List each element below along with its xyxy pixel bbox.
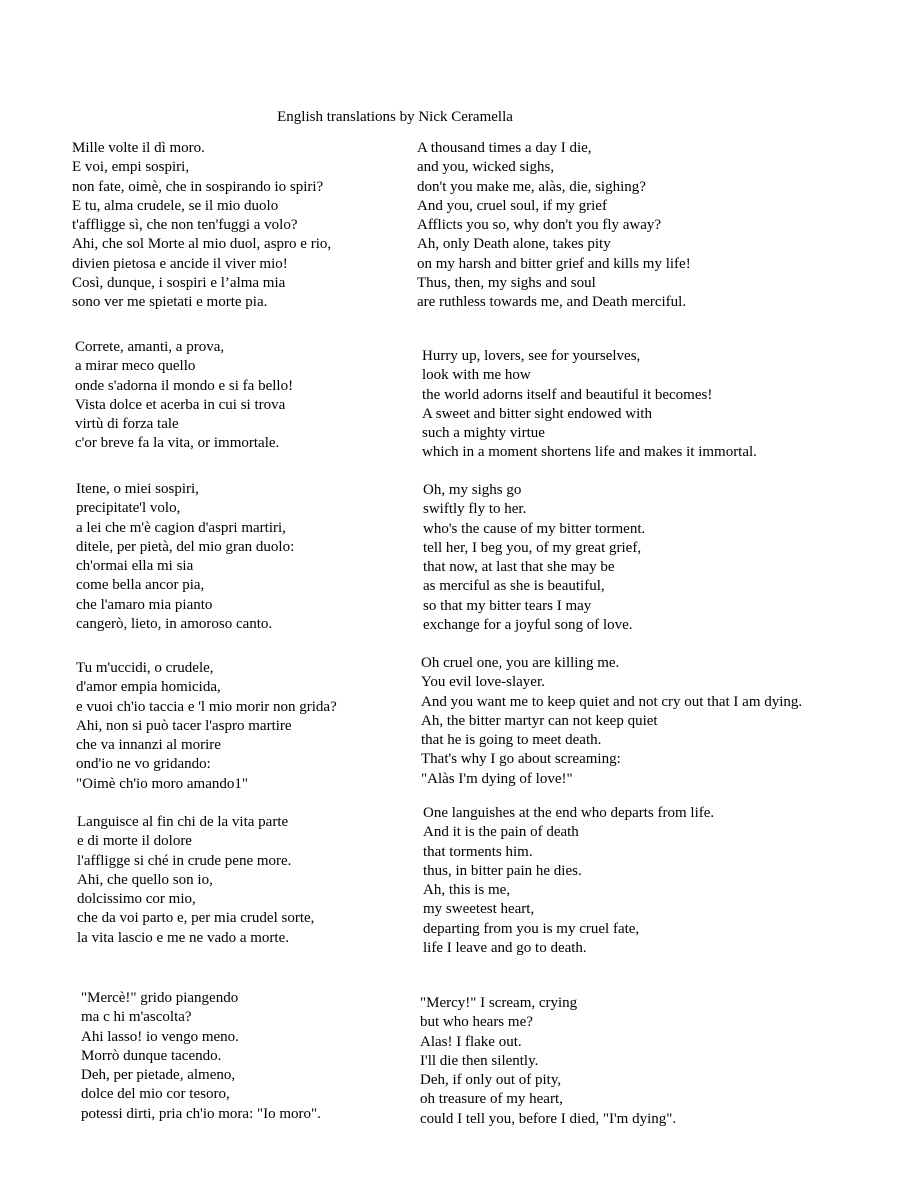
poem-line: potessi dirti, pria ch'io mora: "Io moro".	[81, 1105, 321, 1122]
english-stanza-2	[422, 347, 757, 463]
poem-line: thus, in bitter pain he dies.	[423, 862, 582, 879]
poem-line: I'll die then silently.	[420, 1052, 539, 1069]
poem-line: Ah, the bitter martyr can not keep quiet	[421, 712, 658, 729]
poem-line: precipitate'l volo,	[76, 500, 181, 517]
poem-line: That's why I go about screaming:	[421, 751, 621, 768]
poem-line: but who hears me?	[420, 1014, 533, 1031]
poem-line: Tu m'uccidi, o crudele,	[76, 660, 214, 676]
poem-line: come bella ancor pia,	[76, 577, 205, 594]
poem-line: e vuoi ch'io taccia e 'l mio morir non grida?	[76, 698, 337, 715]
poem-line: t'affligge sì, che non ten'fuggi a volo?	[72, 217, 298, 234]
poem-line: could I tell you, before I died, "I'm dying".	[420, 1110, 677, 1127]
poem-line: ch'ormai ella mi sia	[76, 558, 194, 575]
poem-line: ditele, per pietà, del mio gran duolo:	[76, 538, 295, 555]
poem-line: non fate, oimè, che in sospirando io spiri?	[72, 178, 324, 195]
poem-line: my sweetest heart,	[423, 901, 535, 918]
poem-line: that torments him.	[423, 843, 533, 860]
poem-line: la vita lascio e me ne vado a morte.	[77, 929, 289, 946]
poem-line: Alas! I flake out.	[420, 1033, 522, 1050]
poem-line: that now, at last that she may be	[423, 559, 615, 576]
poem-line: che da voi parto e, per mia crudel sorte,	[77, 910, 315, 927]
poem-line: divien pietosa e ancide il viver mio!	[72, 255, 288, 272]
poem-line: E voi, empi sospiri,	[72, 159, 190, 176]
english-stanza-6	[420, 994, 676, 1129]
poem-line: che va innanzi al morire	[76, 737, 221, 754]
italian-stanza-4	[76, 659, 337, 794]
poem-line: "Alàs I'm dying of love!"	[421, 770, 573, 787]
poem-line: ond'io ne vo gridando:	[76, 756, 211, 773]
poem-line: who's the cause of my bitter torment.	[423, 520, 646, 537]
poem-line: sono ver me spietati e morte pia.	[72, 294, 268, 311]
poem-line: as merciful as she is beautiful,	[423, 578, 605, 595]
poem-line: such a mighty virtue	[422, 425, 545, 442]
poem-line: don't you make me, alàs, die, sighing?	[417, 178, 646, 195]
english-stanza-3	[423, 481, 645, 635]
english-stanza-1	[417, 139, 691, 313]
poem-line: dolcissimo cor mio,	[77, 891, 196, 908]
poem-line: A thousand times a day I die,	[417, 140, 592, 156]
poem-line: Deh, per pietade, almeno,	[81, 1067, 236, 1084]
poem-line: cangerò, lieto, in amoroso canto.	[76, 616, 273, 633]
poem-line: Ahi, che quello son io,	[77, 871, 213, 888]
poem-line: so that my bitter tears I may	[423, 597, 592, 614]
poem-line: Ah, only Death alone, takes pity	[417, 236, 611, 253]
poem-line: d'amor empia homicida,	[76, 679, 221, 696]
poem-line: exchange for a joyful song of love.	[423, 617, 633, 634]
poem-line: l'affligge si ché in crude pene more.	[77, 852, 292, 869]
poem-line: Afflicts you so, why don't you fly away?	[417, 217, 662, 234]
poem-line: life I leave and go to death.	[423, 940, 587, 957]
poem-line: Languisce al fin chi de la vita parte	[77, 814, 289, 830]
poem-line: Ahi lasso! io vengo meno.	[81, 1028, 239, 1045]
poem-line: a lei che m'è cagion d'aspri martiri,	[76, 519, 286, 536]
poem-line: e di morte il dolore	[77, 833, 192, 850]
poem-line: a mirar meco quello	[75, 358, 196, 375]
poem-line: One languishes at the end who departs from life.	[423, 805, 715, 821]
poem-line: Oh cruel one, you are killing me.	[421, 655, 620, 671]
poem-line: Correte, amanti, a prova,	[75, 339, 225, 355]
poem-line: And you, cruel soul, if my grief	[417, 197, 607, 214]
italian-stanza-6	[81, 989, 321, 1124]
english-stanza-5	[423, 804, 714, 958]
poem-line: the world adorns itself and beautiful it becomes!	[422, 386, 713, 403]
poem-line: c'or breve fa la vita, or immortale.	[75, 435, 280, 452]
poem-line: Ahi, che sol Morte al mio duol, aspro e rio,	[72, 236, 332, 253]
poem-line: Deh, if only out of pity,	[420, 1072, 562, 1089]
poem-line: departing from you is my cruel fate,	[423, 920, 640, 937]
poem-line: swiftly fly to her.	[423, 501, 527, 518]
italian-stanza-3	[76, 480, 294, 634]
poem-line: Oh, my sighs go	[423, 482, 522, 498]
italian-stanza-1	[72, 139, 331, 313]
poem-line: A sweet and bitter sight endowed with	[422, 405, 652, 422]
poem-line: Ahi, non si può tacer l'aspro martire	[76, 717, 292, 734]
poem-line: ma c hi m'ascolta?	[81, 1009, 192, 1026]
poem-line: which in a moment shortens life and makes it immortal.	[422, 444, 757, 461]
poem-line: Così, dunque, i sospiri e l’alma mia	[72, 275, 286, 292]
poem-line: "Mercè!" grido piangendo	[81, 990, 239, 1006]
poem-line: Morrò dunque tacendo.	[81, 1047, 222, 1064]
poem-line: che l'amaro mia pianto	[76, 596, 213, 613]
poem-line: Itene, o miei sospiri,	[76, 481, 199, 497]
poem-line: You evil love-slayer.	[421, 674, 545, 691]
poem-line: Mille volte il dì moro.	[72, 140, 205, 156]
poem-line: on my harsh and bitter grief and kills my life!	[417, 255, 691, 272]
page-title: English translations by Nick Ceramella	[277, 109, 513, 125]
poem-line: Thus, then, my sighs and soul	[417, 275, 596, 292]
english-stanza-4	[421, 654, 802, 789]
poem-line: tell her, I beg you, of my great grief,	[423, 539, 642, 556]
poem-line: And you want me to keep quiet and not cry out that I am dying.	[421, 693, 803, 710]
poem-line: oh treasure of my heart,	[420, 1091, 563, 1108]
poem-line: dolce del mio cor tesoro,	[81, 1086, 230, 1103]
italian-stanza-2	[75, 338, 293, 454]
poem-line: that he is going to meet death.	[421, 732, 602, 749]
poem-line: and you, wicked sighs,	[417, 159, 555, 176]
poem-line: onde s'adorna il mondo e si fa bello!	[75, 377, 294, 394]
poem-line: "Mercy!" I scream, crying	[420, 995, 578, 1011]
poem-line: Vista dolce et acerba in cui si trova	[75, 396, 286, 413]
poem-line: look with me how	[422, 367, 531, 384]
poem-line: Hurry up, lovers, see for yourselves,	[422, 348, 641, 364]
poem-line: are ruthless towards me, and Death merciful.	[417, 294, 687, 311]
poem-line: "Oimè ch'io moro amando1"	[76, 775, 248, 792]
poem-line: virtù di forza tale	[75, 416, 179, 433]
poem-line: And it is the pain of death	[423, 824, 579, 841]
poem-line: Ah, this is me,	[423, 882, 511, 899]
poem-line: E tu, alma crudele, se il mio duolo	[72, 197, 279, 214]
italian-stanza-5	[77, 813, 314, 948]
